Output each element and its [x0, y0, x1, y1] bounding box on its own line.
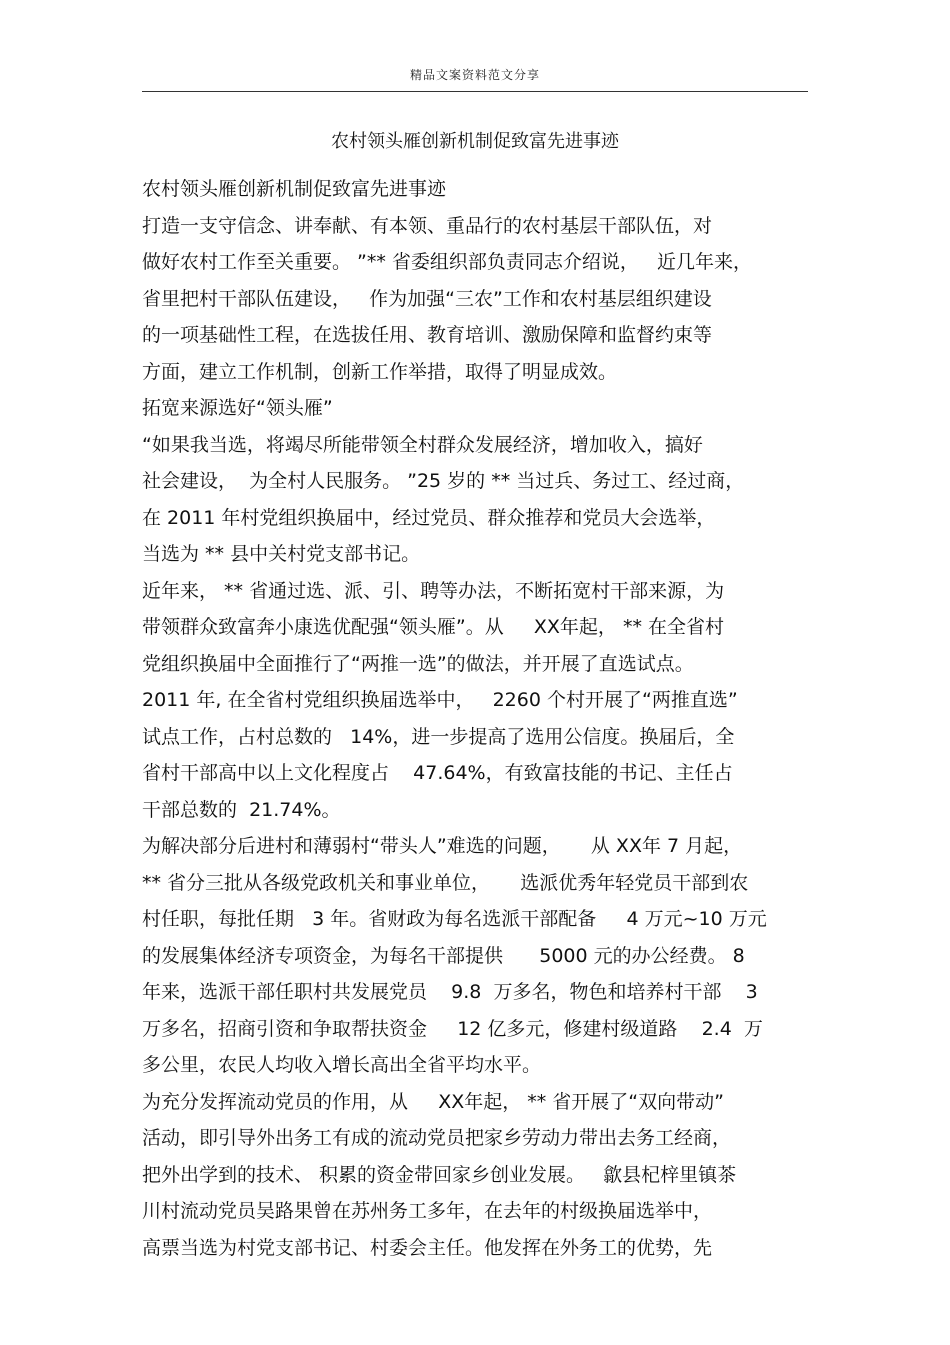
header-divider: [142, 91, 808, 92]
text-line: 为解决部分后进村和薄弱村“带头人”难选的问题， 从 XX年 7 月起，: [142, 835, 743, 857]
text-line: ** 省分三批从各级党政机关和事业单位， 选派优秀年轻党员干部到农: [142, 871, 749, 894]
text-line: 打造一支守信念、讲奉献、有本领、重品行的农村基层干部队伍，对: [142, 214, 713, 237]
header-text: 精品文案资料范文分享: [409, 68, 540, 82]
text-line: 在 2011 年村党组织换届中，经过党员、群众推荐和党员大会选举，: [142, 506, 716, 529]
text-line: 川村流动党员吴路果曾在苏州务工多年，在去年的村级换届选举中，: [142, 1200, 713, 1222]
text-line: 活动，即引导外出务工有成的流动党员把家乡劳动力带出去务工经商，: [142, 1127, 732, 1149]
text-line: 2011 年, 在全省村党组织换届选举中， 2260 个村开展了“两推直选”: [142, 689, 738, 711]
text-line: 村任职，每批任期 3 年。省财政为每名选派干部配备 4 万元~10 万元: [142, 908, 767, 930]
text-line: 拓宽来源选好“领头雁”: [142, 397, 333, 419]
text-line: 的一项基础性工程，在选拔任用、教育培训、激励保障和监督约束等: [142, 324, 713, 346]
text-line: 省里把村干部队伍建设， 作为加强“三农”工作和农村基层组织建设: [142, 287, 712, 310]
text-line: 省村干部高中以上文化程度占 47.64%，有致富技能的书记、主任占: [142, 762, 733, 784]
text-line: 试点工作，占村总数的 14%，进一步提高了选用公信度。换届后，全: [142, 725, 735, 748]
text-line: “如果我当选，将竭尽所能带领全村群众发展经济，增加收入，搞好: [142, 433, 703, 456]
text-line: 多公里，农民人均收入增长高出全省平均水平。: [142, 1054, 542, 1076]
text-line: 社会建设， 为全村人民服务。 ”25 岁的 ** 当过兵、务过工、经过商，: [142, 470, 745, 492]
text-line: 为充分发挥流动党员的作用，从 XX年起， ** 省开展了“双向带动”: [142, 1090, 724, 1113]
text-line: 方面，建立工作机制，创新工作举措，取得了明显成效。: [142, 360, 618, 383]
text-line: 带领群众致富奔小康选优配强“领头雁”。从 XX年起， ** 在全省村: [142, 616, 724, 638]
text-line: 党组织换届中全面推行了“两推一选”的做法，并开展了直选试点。: [142, 652, 694, 675]
text-line: 万多名，招商引资和争取帮扶资金 12 亿多元，修建村级道路 2.4 万: [142, 1017, 763, 1040]
text-line: 的发展集体经济专项资金，为每名干部提供 5000 元的办公经费。 8: [142, 944, 745, 967]
text-line: 做好农村工作至关重要。 ”** 省委组织部负责同志介绍说， 近几年来，: [142, 251, 753, 273]
text-line: 干部总数的 21.74%。: [142, 798, 341, 821]
document-body: [142, 171, 814, 1266]
text-line: 高票当选为村党支部书记、村委会主任。他发挥在外务工的优势，先: [142, 1236, 713, 1259]
document-title: 农村领头雁创新机制促致富先进事迹: [331, 131, 619, 152]
text-line: 年来，选派干部任职村共发展党员 9.8 万多名，物色和培养村干部 3: [142, 981, 758, 1003]
text-line: 把外出学到的技术、 积累的资金带回家乡创业发展。 歙县杞梓里镇茶: [142, 1163, 737, 1186]
text-line: 近年来， ** 省通过选、派、引、聘等办法，不断拓宽村干部来源，为: [142, 579, 725, 602]
text-line: 农村领头雁创新机制促致富先进事迹: [142, 178, 447, 200]
text-line: 当选为 ** 县中关村党支部书记。: [142, 543, 421, 565]
